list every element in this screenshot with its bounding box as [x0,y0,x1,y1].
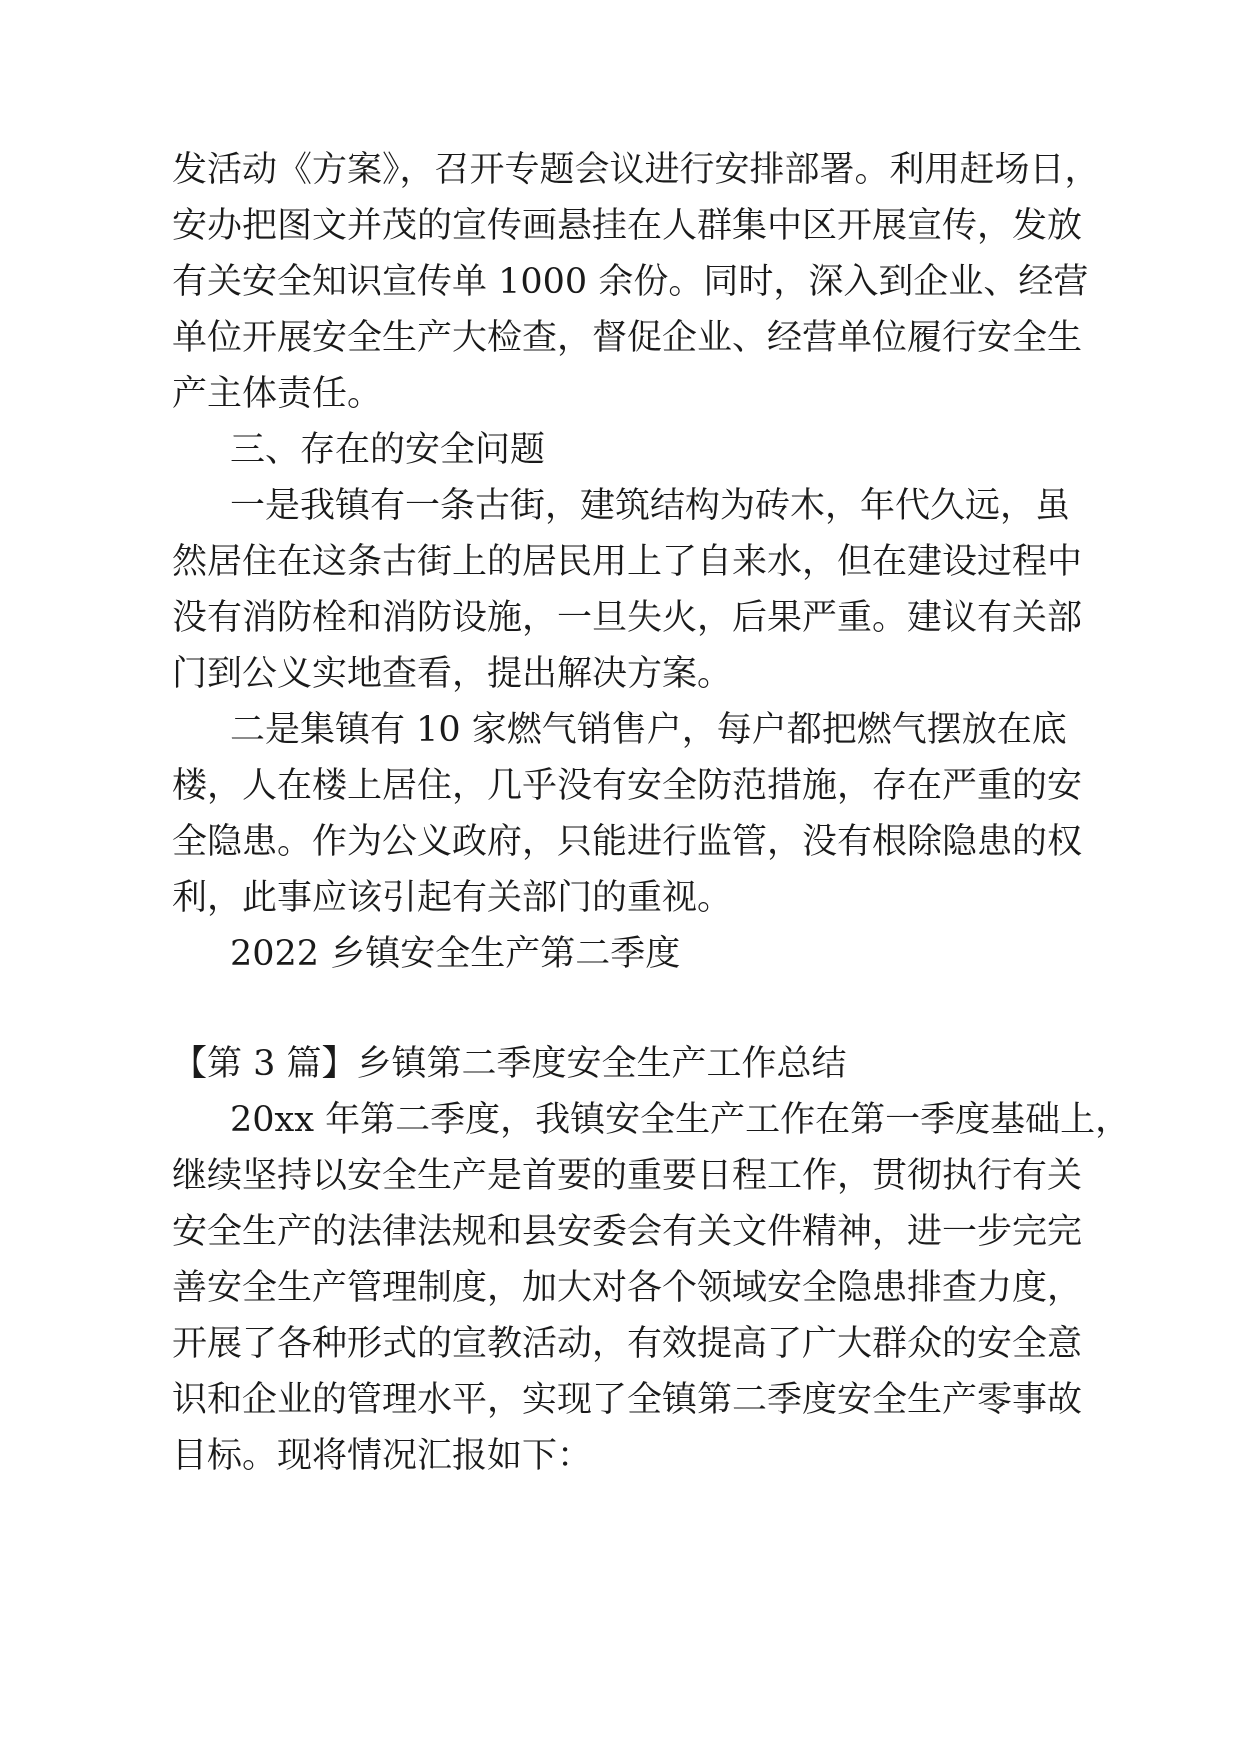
body-line: 目标。现将情况汇报如下： [172,1436,593,1476]
body-line: 开展了各种形式的宣教活动，有效提高了广大群众的安全意 [172,1324,1083,1364]
body-line: 门到公义实地查看，提出解决方案。 [172,654,733,694]
body-line: 然居住在这条古街上的居民用上了自来水，但在建设过程中 [172,542,1083,582]
article-heading: 【第 3 篇】乡镇第二季度安全生产工作总结 [172,1044,847,1084]
body-line: 利，此事应该引起有关部门的重视。 [172,878,733,918]
body-line: 楼，人在楼上居住，几乎没有安全防范措施，存在严重的安 [172,766,1083,806]
body-line: 二是集镇有 10 家燃气销售户，每户都把燃气摆放在底 [230,710,1067,750]
body-line: 有关安全知识宣传单 1000 余份。同时，深入到企业、经营 [172,262,1089,302]
section-heading: 三、存在的安全问题 [230,430,546,470]
body-line: 发活动《方案》，召开专题会议进行安排部署。利用赶场日， [172,150,1100,190]
body-line: 没有消防栓和消防设施，一旦失火，后果严重。建议有关部 [172,598,1083,638]
body-line: 识和企业的管理水平，实现了全镇第二季度安全生产零事故 [172,1380,1083,1420]
body-line: 单位开展安全生产大检查，督促企业、经营单位履行安全生 [172,318,1083,358]
body-line: 一是我镇有一条古街，建筑结构为砖木，年代久远，虽 [230,486,1071,526]
body-line: 20xx 年第二季度，我镇安全生产工作在第一季度基础上， [230,1100,1131,1140]
body-line: 安办把图文并茂的宣传画悬挂在人群集中区开展宣传，发放 [172,206,1083,246]
body-line: 安全生产的法律法规和县安委会有关文件精神，进一步完完 [172,1212,1083,1252]
body-line: 产主体责任。 [172,374,383,414]
body-line: 善安全生产管理制度，加大对各个领域安全隐患排查力度， [172,1268,1083,1308]
body-line: 全隐患。作为公义政府，只能进行监管，没有根除隐患的权 [172,822,1083,862]
subtitle-line: 2022 乡镇安全生产第二季度 [230,934,681,974]
body-line: 继续坚持以安全生产是首要的重要日程工作，贯彻执行有关 [172,1156,1083,1196]
